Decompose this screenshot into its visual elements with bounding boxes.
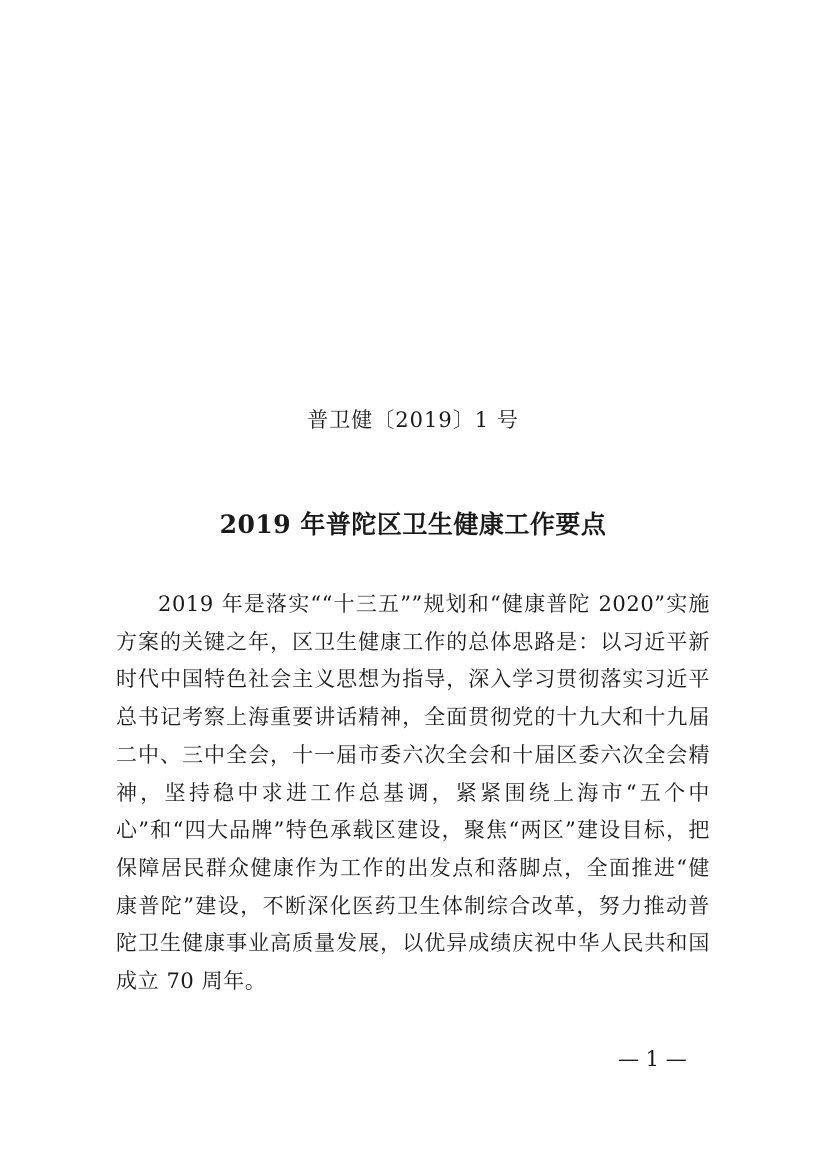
page-number: — 1 —: [618, 1047, 687, 1071]
body-paragraph: 2019 年是落实““十三五””规划和“健康普陀 2020”实施方案的关键之年，区卫生健康工作的总体思路是：以习近平新时代中国特色社会主义思想为指导，深入学习贯彻落实习近平总书记考察上海重要讲话精神，全面贯彻党的十九大和十九届二中、三中全会，十一届市委六次全会和十届区委六次全会精神，坚持稳中求进工作总基调，紧紧围绕上海市“五个中心”和“四大品牌”特色承载区建设，聚焦“两区”建设目标，把保障居民群众健康作为工作的出发点和落脚点，全面推进“健康普陀”建设，不断深化医药卫生体制综合改革，努力推动普陀卫生健康事业高质量发展，以优异成绩庆祝中华人民共和国成立 70 周年。: [116, 592, 710, 994]
document-title: 2019 年普陀区卫生健康工作要点: [219, 510, 607, 539]
document-number: 普卫健〔2019〕1 号: [307, 408, 519, 432]
